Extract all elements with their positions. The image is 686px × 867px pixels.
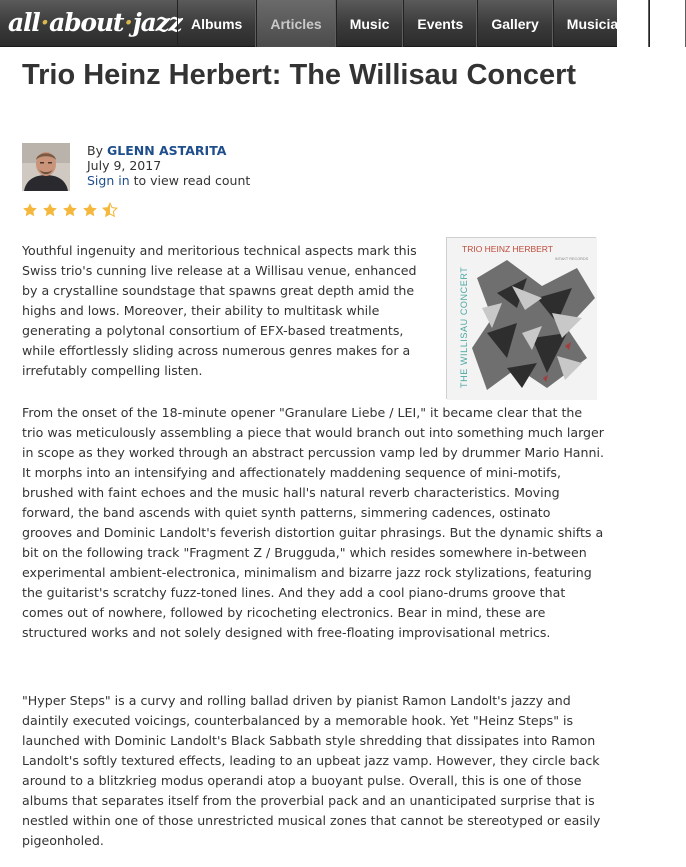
author-link[interactable]: GLENN ASTARITA	[106, 143, 227, 158]
cover-album-text: THE WILLISAU CONCERT	[459, 266, 469, 388]
read-count-text: to view read count	[133, 173, 251, 188]
star-half-icon	[102, 202, 118, 218]
article-paragraph-1: Youthful ingenuity and meritorious technical aspects mark this Swiss trio's cunning live release at a Willisau venue, enhanced by a crystalline soundstage that spawns great depth amid the highs and lows. Moreover, their ability to multitask while generating a polytonal consortium of EFX-based treatments, while effortlessly sliding across numerous genres makes for a irrefutably compelling listen.	[22, 243, 417, 378]
star-icon	[62, 202, 78, 218]
nav-menu	[177, 0, 686, 47]
nav-item-gallery[interactable]: Gallery	[477, 0, 552, 47]
logo-part-all: all	[8, 8, 40, 37]
album-cover[interactable]	[446, 237, 596, 399]
star-icon	[42, 202, 58, 218]
avatar-portrait-icon	[22, 143, 70, 191]
article-title: Trio Heinz Herbert: The Willisau Concert	[22, 59, 577, 91]
by-label: By	[87, 143, 103, 158]
nav-item-articles[interactable]: Articles	[256, 0, 335, 47]
byline-author-row	[87, 143, 250, 158]
author-avatar[interactable]	[22, 143, 70, 191]
cover-artist-text: TRIO HEINZ HERBERT	[462, 244, 553, 254]
article-paragraph-3: "Hyper Steps" is a curvy and rolling ballad driven by pianist Ramon Landolt's jazzy and daintily executed voicings, counterbalanced by a memorable hook. Yet "Heinz Steps" is launched with Dominic Landolt's Black Sabbath style shredding that dissipates into Ramon Landolt's softly textured effects, leading to an upbeat jazz vamp. However, they circle back around to a blitzkrieg modus operandi atop a buoyant pulse. Overall, this is one of those albums that separates itself from the proverbial pack and an unanticipated surprise that is nestled within one of those unrestricted musical zones that cannot be stereotyped or easily pigeonholed.	[22, 693, 601, 848]
cover-label-text: INTAKT RECORDS	[555, 257, 589, 261]
byline	[87, 143, 250, 188]
star-rating	[22, 202, 118, 218]
site-logo[interactable]	[8, 5, 182, 41]
star-icon	[22, 202, 38, 218]
logo-dot: ·	[124, 8, 132, 37]
read-count-row	[87, 173, 250, 188]
logo-part-about: about	[49, 8, 124, 37]
sign-in-link[interactable]: Sign in	[87, 173, 130, 188]
nav-item-more[interactable]: M	[649, 0, 686, 47]
logo-part-jazz: jazz	[132, 8, 182, 37]
article-paragraph-2: From the onset of the 18-minute opener "Granulare Liebe / LEI," it became clear that the trio was meticulously assembling a piece that would branch out into something much larger in scope as they worked through an abstract percussion vamp led by drummer Mario Hanni. It morphs into an intensifying and affectionately maddening sequence of mini-motifs, brushed with faint echoes and the music hall's natural reverb characteristics. Moving forward, the band ascends with quiet synth patterns, simmering cadences, ostinato grooves and Dominic Landolt's feverish distortion guitar phrasings. But the dynamic shifts a bit on the following track "Fragment Z / Brugguda," which resides somewhere in-between experimental ambient-electronica, minimalism and bizarre jazz rock stylizations, featuring the guitarist's scratchy fuzz-toned lines. And they add a cool piano-drums groove that comes out of nowhere, followed by ricocheting electronics. Bear in mind, these are structured works and not solely designed with free-floating improvisational metrics.	[22, 405, 604, 640]
album-cover-art	[447, 238, 597, 400]
nav-item-musicians[interactable]: Musicians	[553, 0, 649, 47]
top-navbar	[0, 0, 673, 47]
logo-dot: ·	[40, 8, 49, 37]
nav-item-events[interactable]: Events	[403, 0, 477, 47]
publish-date: July 9, 2017	[87, 158, 162, 173]
star-icon	[82, 202, 98, 218]
nav-item-albums[interactable]: Albums	[177, 0, 256, 47]
nav-item-music[interactable]: Music	[336, 0, 404, 47]
